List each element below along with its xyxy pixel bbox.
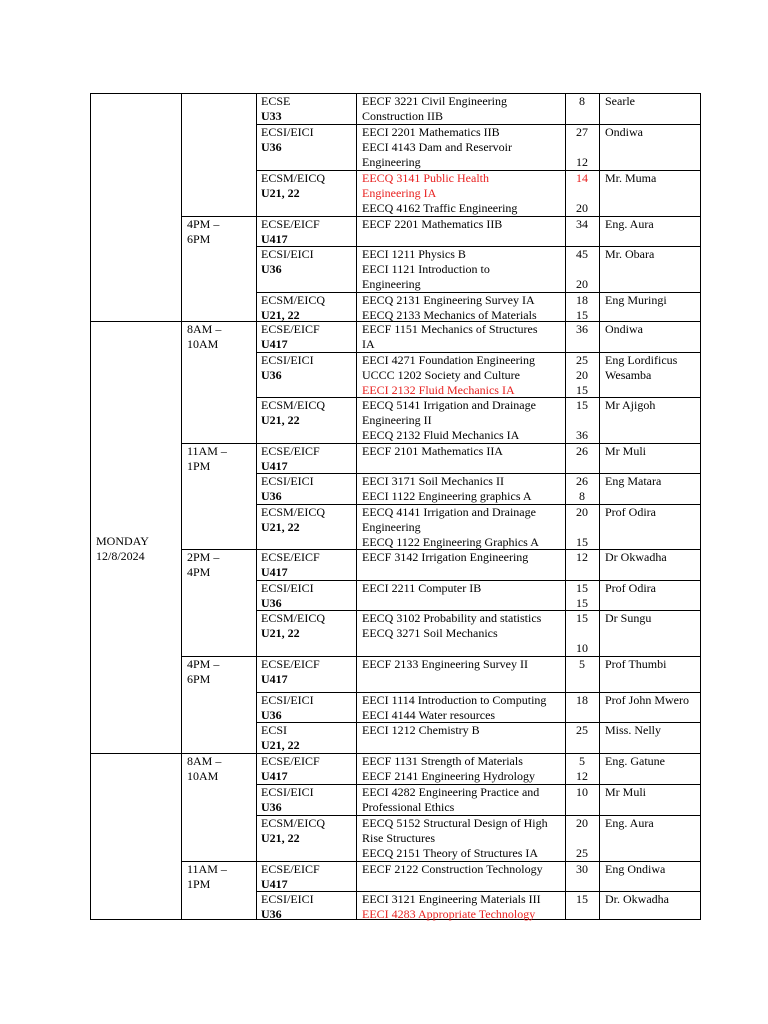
student-count: 12 [576, 155, 588, 169]
venue: U21, 22 [261, 626, 300, 640]
student-count: 18 [576, 693, 588, 707]
class-group: ECSI/EICI [261, 353, 314, 367]
lecturer: Miss. Nelly [605, 723, 662, 737]
lecturer: Dr Okwadha [605, 550, 667, 564]
course: EECF 3221 Civil Engineering [362, 94, 507, 108]
student-count: 5 [579, 754, 585, 768]
course: EECQ 4141 Irrigation and Drainage [362, 505, 536, 519]
course: IA [362, 337, 375, 351]
lecturer: Mr Muli [605, 785, 647, 799]
lecturer: Mr. Obara [605, 247, 655, 261]
course: EECQ 2133 Mechanics of Materials [362, 308, 537, 322]
time-slot: 2PM – [187, 550, 220, 564]
class-group: ECSI/EICI [261, 125, 314, 139]
time-slot: 10AM [187, 769, 219, 783]
student-count: 15 [576, 535, 588, 549]
student-count: 25 [576, 846, 588, 860]
column-divider [356, 93, 357, 919]
venue: U21, 22 [261, 831, 300, 845]
time-slot: 8AM – [187, 322, 222, 336]
course: EECI 2211 Computer IB [362, 581, 482, 595]
class-group: ECSM/EICQ [261, 505, 326, 519]
venue: U36 [261, 489, 282, 503]
student-count: 25 [576, 353, 588, 367]
class-group: ECSI/EICI [261, 892, 314, 906]
student-count: 15 [576, 596, 588, 610]
class-group: ECSM/EICQ [261, 293, 326, 307]
course: EECQ 5152 Structural Design of High [362, 816, 548, 830]
class-group: ECSE/EICF [261, 550, 320, 564]
venue: U21, 22 [261, 186, 300, 200]
lecturer: Prof Odira [605, 581, 656, 595]
course: EECF 2101 Mathematics IIA [362, 444, 503, 458]
course: EECI 1212 Chemistry B [362, 723, 480, 737]
class-group: ECSI/EICI [261, 693, 314, 707]
class-group: ECSE/EICF [261, 862, 320, 876]
student-count: 12 [576, 550, 588, 564]
lecturer: Dr Sungu [605, 611, 652, 625]
student-count: 27 [576, 125, 588, 139]
class-group: ECSM/EICQ [261, 398, 326, 412]
student-count: 8 [579, 94, 585, 108]
course: EECF 2122 Construction Technology [362, 862, 543, 876]
venue: U417 [261, 672, 288, 686]
class-group: ECSE [261, 94, 291, 108]
student-count: 36 [576, 428, 588, 442]
venue: U36 [261, 907, 282, 921]
course: EECI 4271 Foundation Engineering [362, 353, 535, 367]
lecturer: Eng. Aura [605, 816, 654, 830]
course: Rise Structures [362, 831, 435, 845]
course: Engineering IA [362, 186, 437, 200]
row-divider [90, 93, 181, 94]
lecturer: Eng Muringi [605, 293, 667, 307]
course: EECF 1131 Strength of Materials [362, 754, 523, 768]
course: EECF 2133 Engineering Survey II [362, 657, 528, 671]
class-group: ECSE/EICF [261, 444, 320, 458]
venue: U21, 22 [261, 308, 300, 322]
student-count: 15 [576, 581, 588, 595]
lecturer: Eng. Aura [605, 217, 654, 231]
venue: U36 [261, 140, 282, 154]
lecturer: Ondiwa [605, 322, 643, 336]
venue: U417 [261, 565, 288, 579]
day-label: MONDAY [96, 534, 149, 548]
course: Engineering [362, 277, 421, 291]
venue: U36 [261, 368, 282, 382]
course: EECI 3121 Engineering Materials III [362, 892, 541, 906]
lecturer: Mr. Muma [605, 171, 657, 185]
time-slot: 6PM [187, 232, 211, 246]
lecturer: Dr. Okwadha [605, 892, 669, 906]
course: EECI 1122 Engineering graphics A [362, 489, 532, 503]
course: EECI 1211 Physics B [362, 247, 466, 261]
course: Professional Ethics [362, 800, 455, 814]
course: EECQ 2151 Theory of Structures IA [362, 846, 539, 860]
student-count: 10 [576, 641, 588, 655]
time-slot: 4PM – [187, 657, 220, 671]
student-count: 14 [576, 171, 588, 185]
course: EECF 2141 Engineering Hydrology [362, 769, 535, 783]
column-divider [599, 93, 600, 919]
course: EECQ 5141 Irrigation and Drainage [362, 398, 536, 412]
student-count: 26 [576, 474, 588, 488]
course: EECF 2201 Mathematics IIB [362, 217, 503, 231]
course: EECI 4144 Water resources [362, 708, 496, 722]
class-group: ECSI [261, 723, 288, 737]
class-group: ECSE/EICF [261, 754, 320, 768]
student-count: 18 [576, 293, 588, 307]
column-divider [700, 93, 701, 920]
class-group: ECSM/EICQ [261, 816, 326, 830]
lecturer: Eng. Gatune [605, 754, 665, 768]
time-slot: 10AM [187, 337, 219, 351]
time-slot: 4PM [187, 565, 211, 579]
venue: U36 [261, 262, 282, 276]
lecturer: Mr Ajigoh [605, 398, 656, 412]
lecturer: Wesamba [605, 368, 652, 382]
course: EECI 1121 Introduction to [362, 262, 490, 276]
time-slot: 8AM – [187, 754, 222, 768]
student-count: 12 [576, 769, 588, 783]
venue: U417 [261, 877, 288, 891]
course: EECF 1151 Mechanics of Structures [362, 322, 538, 336]
course: Construction IIB [362, 109, 443, 123]
row-divider [90, 753, 181, 754]
lecturer: Ondiwa [605, 125, 643, 139]
lecturer: Mr Muli [605, 444, 647, 458]
class-group: ECSI/EICI [261, 474, 314, 488]
course: EECQ 2132 Fluid Mechanics IA [362, 428, 520, 442]
student-count: 15 [576, 383, 588, 397]
course: EECI 1114 Introduction to Computing [362, 693, 547, 707]
venue: U36 [261, 596, 282, 610]
student-count: 20 [576, 368, 588, 382]
class-group: ECSE/EICF [261, 322, 320, 336]
course: Engineering [362, 520, 421, 534]
student-count: 8 [579, 489, 585, 503]
student-count: 15 [576, 892, 588, 906]
student-count: 26 [576, 444, 588, 458]
class-group: ECSI/EICI [261, 581, 314, 595]
student-count: 20 [576, 201, 588, 215]
course: EECQ 2131 Engineering Survey IA [362, 293, 535, 307]
class-group: ECSM/EICQ [261, 171, 326, 185]
venue: U417 [261, 232, 288, 246]
row-divider [90, 321, 181, 322]
course: EECI 3171 Soil Mechanics II [362, 474, 504, 488]
lecturer: Eng Matara [605, 474, 662, 488]
class-group: ECSM/EICQ [261, 611, 326, 625]
course: EECI 2132 Fluid Mechanics IA [362, 383, 515, 397]
student-count: 34 [576, 217, 588, 231]
class-group: ECSE/EICF [261, 217, 320, 231]
time-slot: 6PM [187, 672, 211, 686]
course: EECI 2201 Mathematics IIB [362, 125, 500, 139]
course: EECI 4283 Appropriate Technology [362, 907, 536, 921]
student-count: 20 [576, 277, 588, 291]
venue: U417 [261, 337, 288, 351]
course: UCCC 1202 Society and Culture [362, 368, 520, 382]
column-divider [90, 93, 91, 920]
venue: U36 [261, 800, 282, 814]
lecturer: Eng Ondiwa [605, 862, 666, 876]
time-slot: 11AM – [187, 862, 227, 876]
lecturer: Eng Lordificus [605, 353, 678, 367]
student-count: 36 [576, 322, 588, 336]
course: EECI 4282 Engineering Practice and [362, 785, 540, 799]
time-slot: 1PM [187, 459, 211, 473]
time-slot: 11AM – [187, 444, 227, 458]
student-count: 45 [576, 247, 588, 261]
time-slot: 4PM – [187, 217, 220, 231]
course: EECQ 3141 Public Health [362, 171, 489, 185]
course: EECF 3142 Irrigation Engineering [362, 550, 529, 564]
student-count: 25 [576, 723, 588, 737]
lecturer: Searle [605, 94, 635, 108]
venue: U33 [261, 109, 282, 123]
student-count: 30 [576, 862, 588, 876]
student-count: 20 [576, 505, 588, 519]
day-label: 12/8/2024 [96, 549, 145, 563]
course: EECQ 3102 Probability and statistics [362, 611, 542, 625]
student-count: 15 [576, 398, 588, 412]
student-count: 15 [576, 611, 588, 625]
venue: U21, 22 [261, 413, 300, 427]
class-group: ECSE/EICF [261, 657, 320, 671]
venue: U417 [261, 769, 288, 783]
venue: U417 [261, 459, 288, 473]
venue: U36 [261, 708, 282, 722]
student-count: 10 [576, 785, 588, 799]
venue: U21, 22 [261, 738, 300, 752]
student-count: 15 [576, 308, 588, 322]
course: EECI 4143 Dam and Reservoir [362, 140, 512, 154]
course: Engineering II [362, 413, 432, 427]
venue: U21, 22 [261, 520, 300, 534]
lecturer: Prof John Mwero [605, 693, 689, 707]
time-slot: 1PM [187, 877, 211, 891]
course: EECQ 3271 Soil Mechanics [362, 626, 498, 640]
student-count: 5 [579, 657, 585, 671]
lecturer: Prof Odira [605, 505, 656, 519]
course: Engineering [362, 155, 421, 169]
course: EECQ 4162 Traffic Engineering [362, 201, 518, 215]
course: EECQ 1122 Engineering Graphics A [362, 535, 539, 549]
lecturer: Prof Thumbi [605, 657, 667, 671]
student-count: 20 [576, 816, 588, 830]
class-group: ECSI/EICI [261, 785, 314, 799]
class-group: ECSI/EICI [261, 247, 314, 261]
